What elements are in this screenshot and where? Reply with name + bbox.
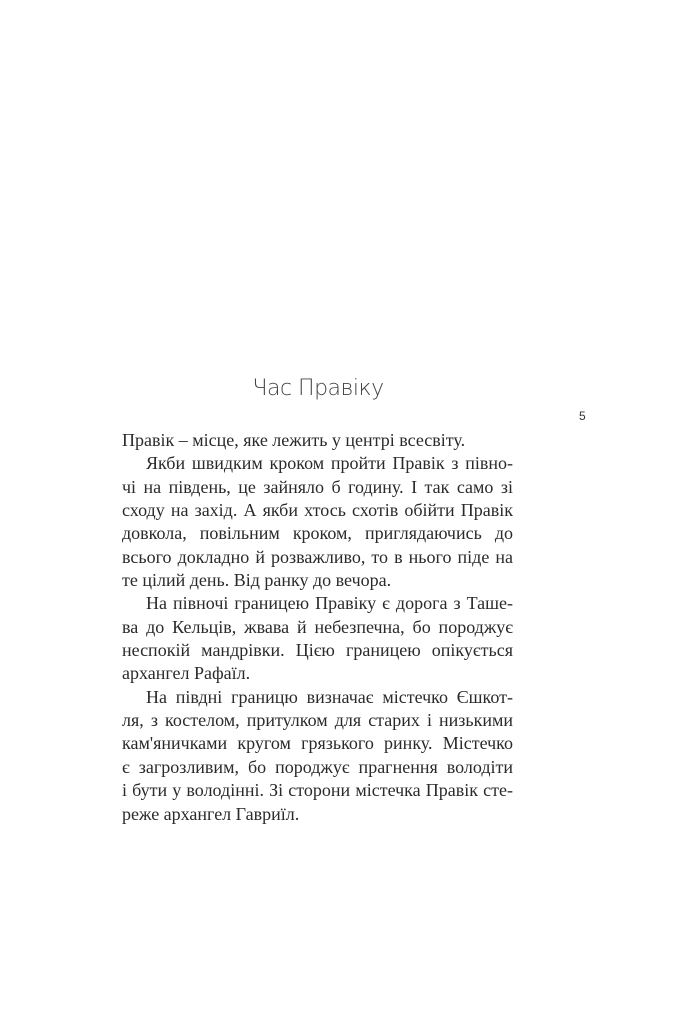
chapter-body bbox=[122, 429, 513, 826]
chapter-title: Час Правіку bbox=[252, 376, 384, 401]
text-line: є загрозливим, бо породжує прагнення володіти bbox=[122, 756, 513, 777]
paragraph bbox=[122, 592, 513, 685]
text-line: чі на південь, це зайняло б годину. І так само зі bbox=[122, 476, 513, 497]
text-line: кам'яничками кругом грязького ринку. Містечко bbox=[122, 733, 513, 754]
text-line: ля, з костелом, притулком для старих і низькими bbox=[122, 710, 513, 731]
text-line: і бути у володінні. Зі сторони містечка Правік сте- bbox=[122, 780, 513, 801]
text-line: архангел Рафаїл. bbox=[122, 663, 251, 684]
page-number: 5 bbox=[579, 409, 586, 423]
paragraph bbox=[122, 452, 513, 592]
paragraph bbox=[122, 429, 513, 452]
text-line: всього докладно й розважливо, то в нього піде на bbox=[122, 546, 513, 567]
text-line: Правік – місце, яке лежить у центрі всесвіту. bbox=[122, 430, 466, 450]
text-line: На півдні границю визначає містечко Єшкот- bbox=[146, 686, 513, 707]
text-line: те цілий день. Від ранку до вечора. bbox=[122, 570, 392, 591]
text-line: На півночі границею Правіку є дорога з Таше- bbox=[146, 593, 513, 614]
text-line: довкола, повільним кроком, приглядаючись до bbox=[122, 523, 513, 544]
text-line: реже архангел Гавриїл. bbox=[122, 803, 300, 824]
text-line: ва до Кельців, жвава й небезпечна, бо породжує bbox=[122, 616, 513, 637]
text-line: Якби швидким кроком пройти Правік з півно- bbox=[146, 453, 513, 474]
text-line: неспокій мандрівки. Цією границею опікується bbox=[122, 640, 513, 661]
text-line: сходу на захід. А якби хтось схотів обійти Правік bbox=[122, 500, 513, 521]
paragraph bbox=[122, 686, 513, 826]
